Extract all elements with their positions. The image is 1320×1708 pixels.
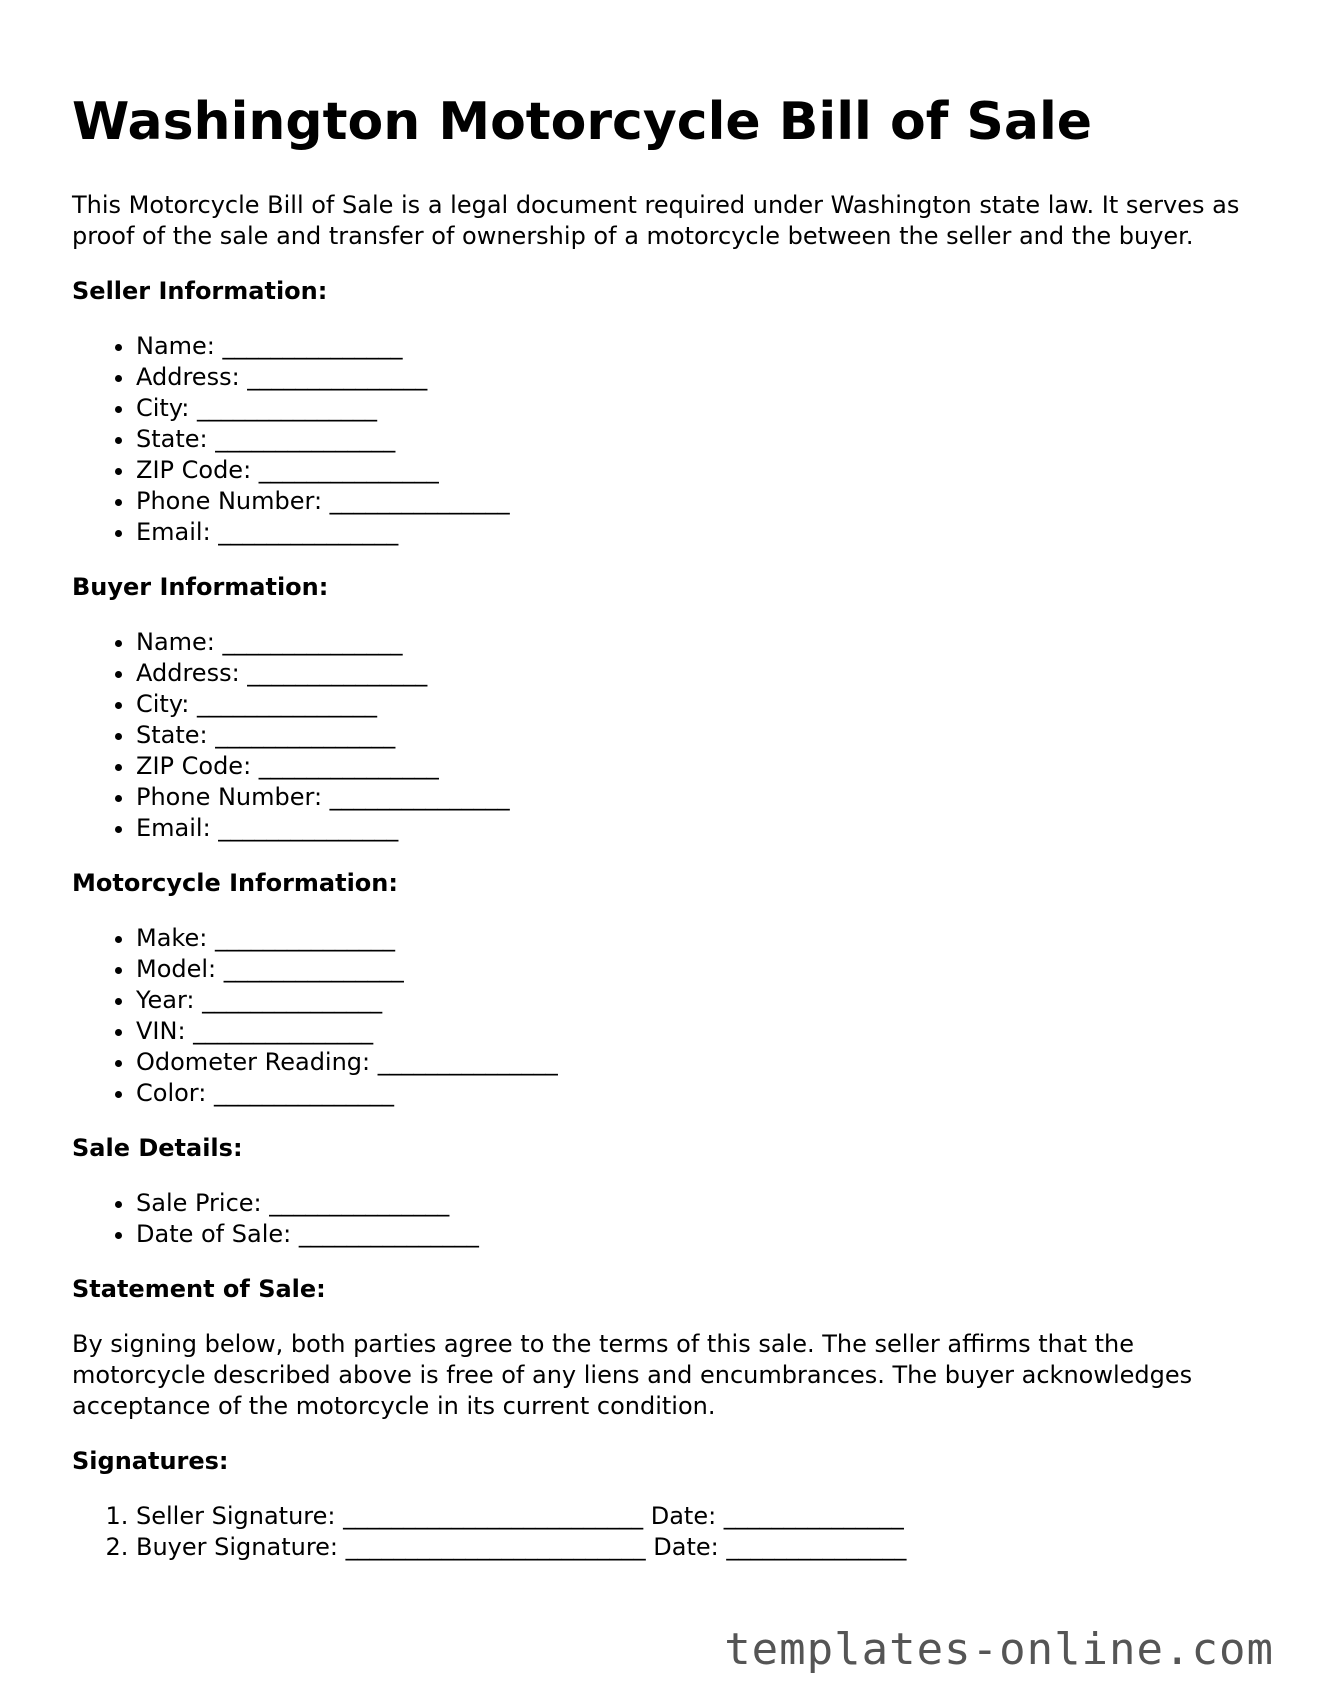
motorcycle-make-field: • Make: _______________: [136, 923, 1252, 954]
motorcycle-heading: Motorcycle Information:: [72, 869, 398, 897]
statement-heading: Statement of Sale:: [72, 1275, 326, 1303]
statement-paragraph: By signing below, both parties agree to the terms of this sale. The seller affirms that the motorcycle described above is free of any liens and encumbrances. The buyer acknowledges acceptance of the motorcycle in its current condition.: [72, 1330, 1193, 1420]
sale-list: [72, 1188, 1252, 1250]
sale-price-field: • Sale Price: _______________: [136, 1188, 1252, 1219]
buyer-name-field: • Name: _______________: [136, 627, 1252, 658]
seller-zip-field: • ZIP Code: _______________: [136, 455, 1252, 486]
motorcycle-odometer-field: • Odometer Reading: _______________: [136, 1047, 1252, 1078]
seller-phone-field: • Phone Number: _______________: [136, 486, 1252, 517]
seller-state-field: • State: _______________: [136, 424, 1252, 455]
seller-name-field: • Name: _______________: [136, 331, 1252, 362]
buyer-phone-field: • Phone Number: _______________: [136, 782, 1252, 813]
buyer-city-field: • City: _______________: [136, 689, 1252, 720]
motorcycle-list: [72, 923, 1252, 1109]
motorcycle-color-field: • Color: _______________: [136, 1078, 1252, 1109]
sale-heading: Sale Details:: [72, 1134, 243, 1162]
document-page: [72, 86, 1252, 1587]
signatures-list: [72, 1501, 1252, 1563]
buyer-list: [72, 627, 1252, 844]
motorcycle-year-field: • Year: _______________: [136, 985, 1252, 1016]
seller-address-field: • Address: _______________: [136, 362, 1252, 393]
signatures-heading: Signatures:: [72, 1447, 229, 1475]
seller-city-field: • City: _______________: [136, 393, 1252, 424]
buyer-signature-line: 2. Buyer Signature: _________________________ Date: _______________: [136, 1532, 1252, 1563]
document-title: Washington Motorcycle Bill of Sale: [72, 92, 1093, 152]
intro-paragraph: This Motorcycle Bill of Sale is a legal document required under Washington state law. It serves as proof of the sale and transfer of ownership of a motorcycle between the seller and the buyer.: [72, 191, 1240, 250]
buyer-zip-field: • ZIP Code: _______________: [136, 751, 1252, 782]
sale-date-field: • Date of Sale: _______________: [136, 1219, 1252, 1250]
seller-signature-line: 1. Seller Signature: _________________________ Date: _______________: [136, 1501, 1252, 1532]
motorcycle-model-field: • Model: _______________: [136, 954, 1252, 985]
buyer-state-field: • State: _______________: [136, 720, 1252, 751]
buyer-address-field: • Address: _______________: [136, 658, 1252, 689]
seller-list: [72, 331, 1252, 548]
watermark-text: templates-online.com: [724, 1624, 1274, 1675]
seller-email-field: • Email: _______________: [136, 517, 1252, 548]
buyer-email-field: • Email: _______________: [136, 813, 1252, 844]
buyer-heading: Buyer Information:: [72, 573, 329, 601]
motorcycle-vin-field: • VIN: _______________: [136, 1016, 1252, 1047]
seller-heading: Seller Information:: [72, 277, 328, 305]
